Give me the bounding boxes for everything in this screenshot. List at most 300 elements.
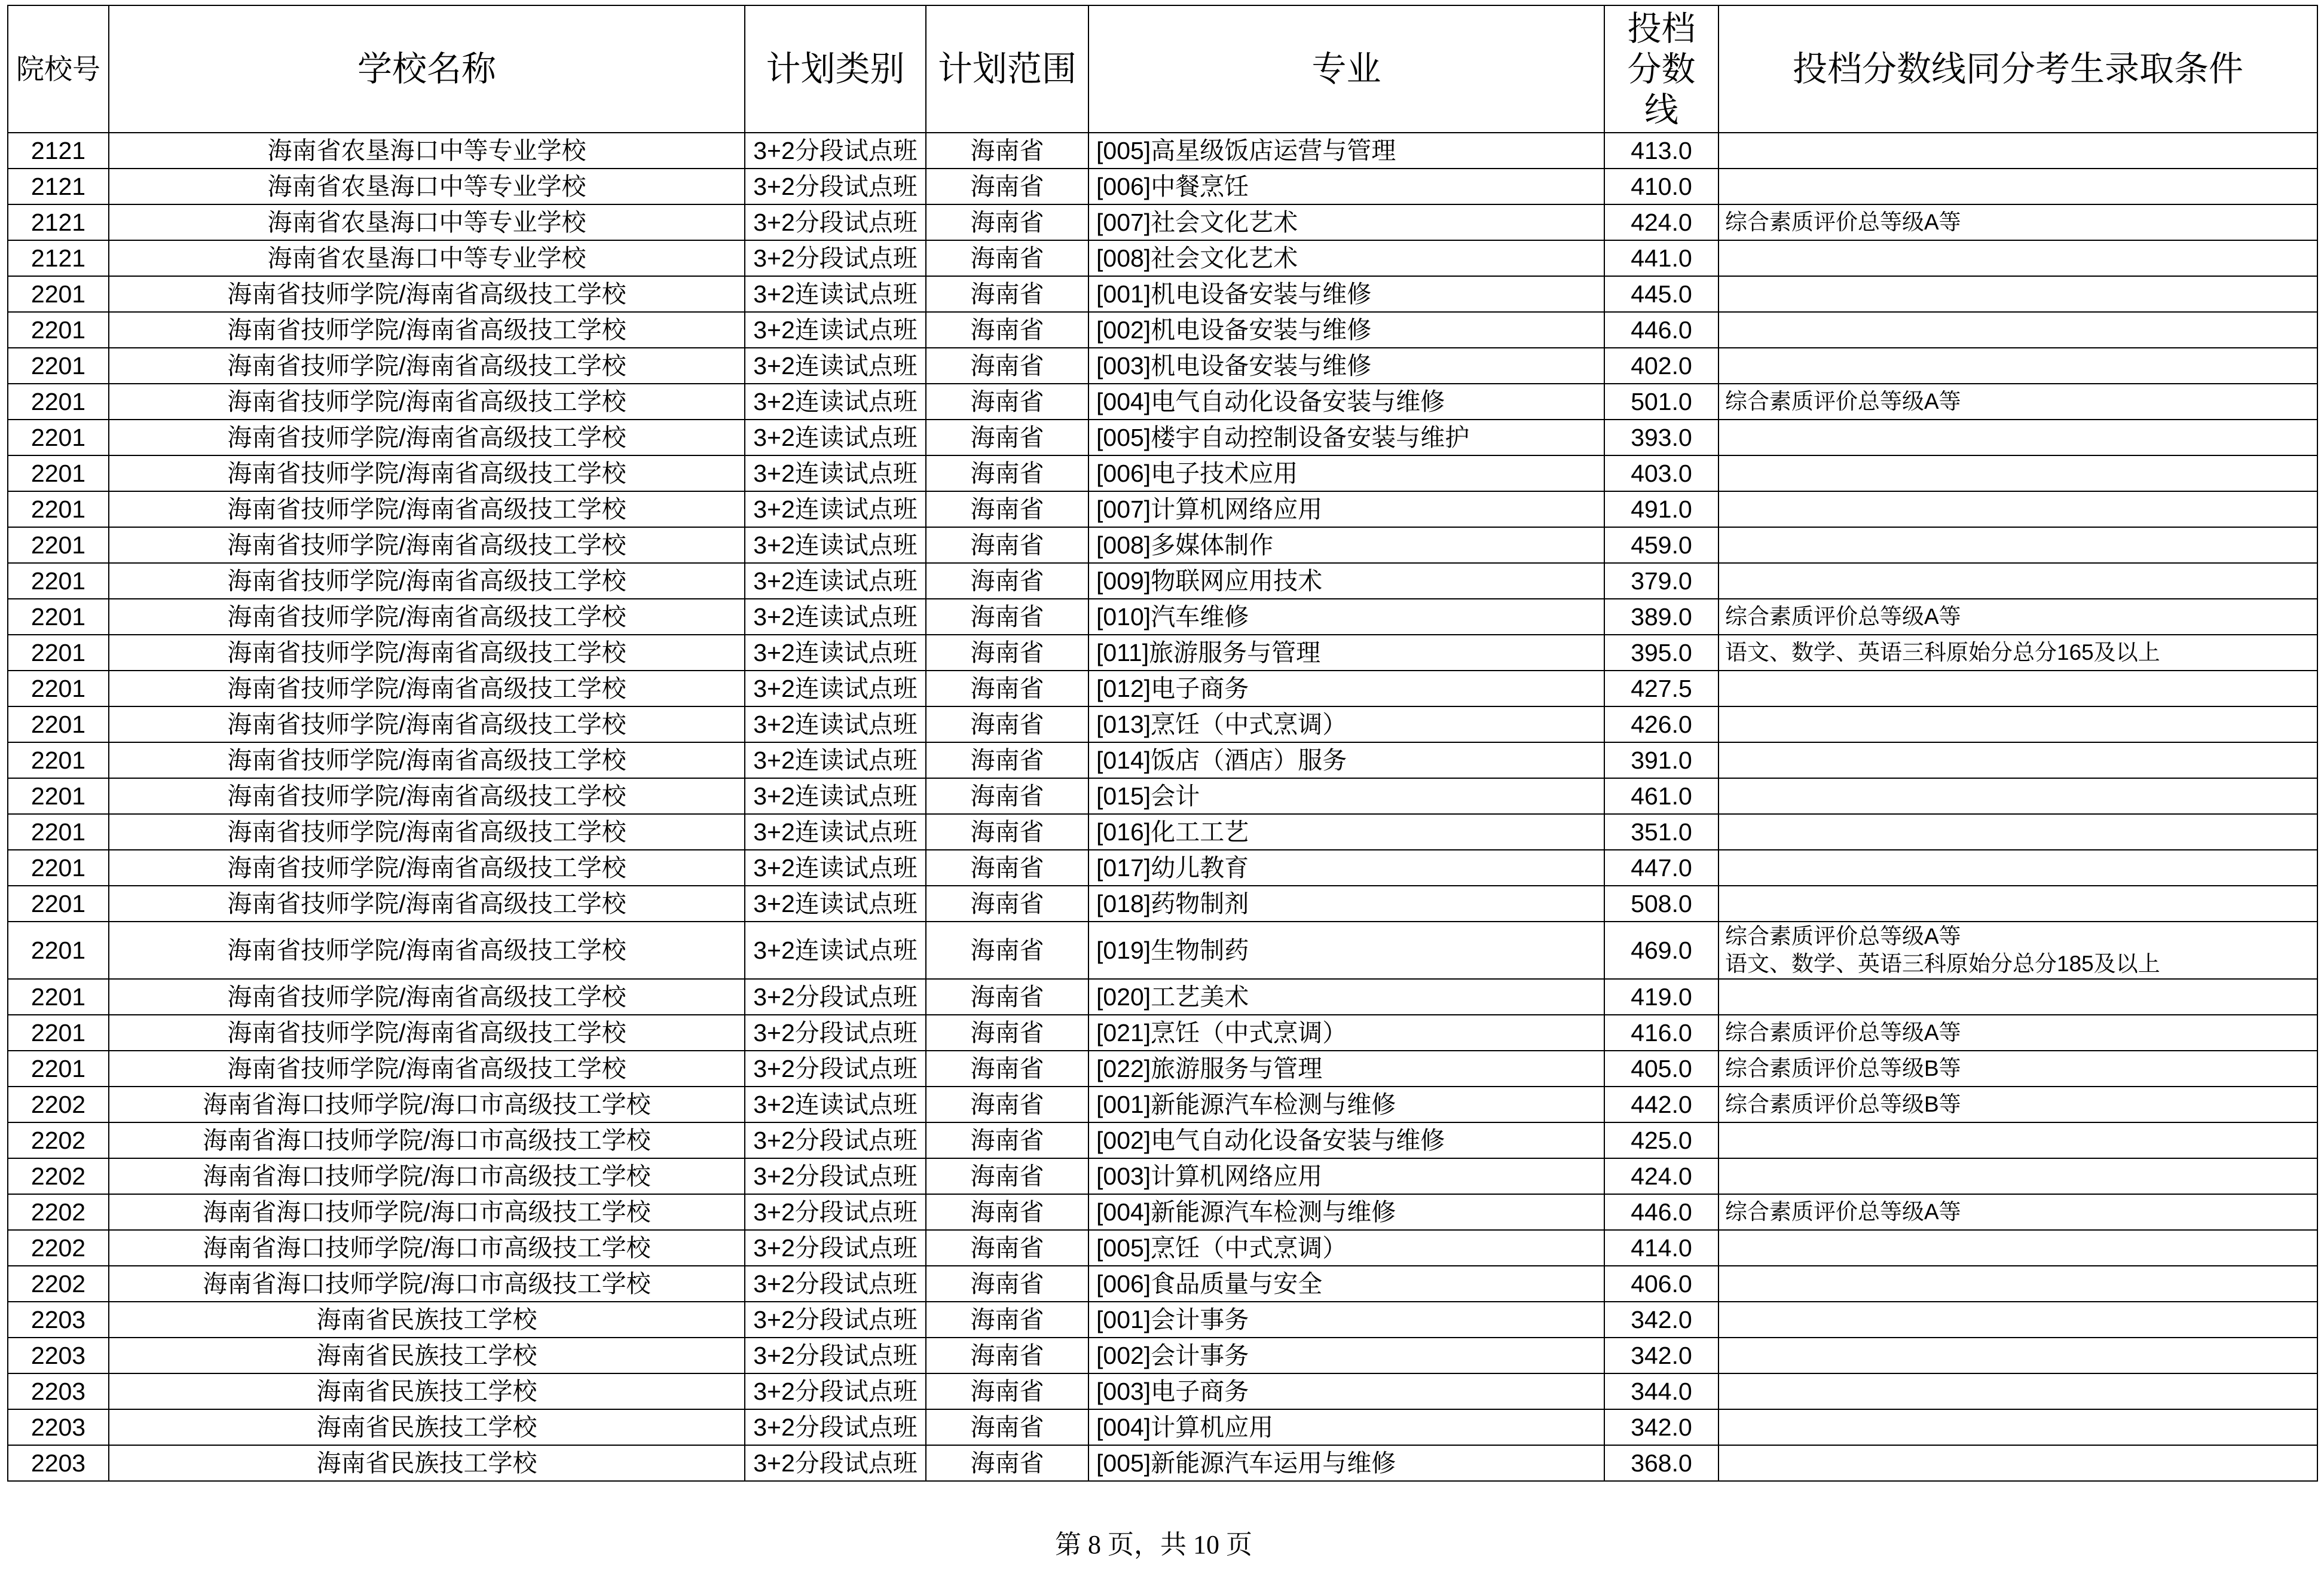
cell-admission-conditions (1718, 979, 2317, 1015)
cell-school-name: 海南省技师学院/海南省高级技工学校 (109, 635, 745, 671)
table-row (8, 1015, 2317, 1051)
cell-school-code: 2201 (8, 1051, 109, 1087)
cell-plan-scope: 海南省 (926, 240, 1088, 276)
cell-admission-conditions (1718, 455, 2317, 491)
cell-admission-conditions (1718, 1051, 2317, 1087)
cell-plan-type: 3+2分段试点班 (745, 1302, 926, 1338)
cell-score: 342.0 (1604, 1409, 1718, 1445)
table-row (8, 1266, 2317, 1302)
cell-score: 391.0 (1604, 742, 1718, 778)
condition-line: 综合素质评价总等级A等 (1725, 1020, 1961, 1045)
cell-plan-scope: 海南省 (926, 312, 1088, 348)
cell-school-name: 海南省农垦海口中等专业学校 (109, 240, 745, 276)
cell-major: [009]物联网应用技术 (1088, 563, 1604, 599)
cell-school-name: 海南省海口技师学院/海口市高级技工学校 (109, 1087, 745, 1122)
table-row (8, 922, 2317, 979)
table-row (8, 814, 2317, 850)
cell-major: [021]烹饪（中式烹调） (1088, 1015, 1604, 1051)
cell-score: 508.0 (1604, 886, 1718, 922)
cell-plan-scope: 海南省 (926, 1445, 1088, 1481)
cell-school-name: 海南省技师学院/海南省高级技工学校 (109, 563, 745, 599)
cell-school-code: 2203 (8, 1338, 109, 1373)
cell-score: 413.0 (1604, 133, 1718, 169)
cell-plan-type: 3+2连读试点班 (745, 742, 926, 778)
cell-plan-type: 3+2连读试点班 (745, 276, 926, 312)
cell-school-name: 海南省技师学院/海南省高级技工学校 (109, 527, 745, 563)
cell-plan-type: 3+2连读试点班 (745, 527, 926, 563)
cell-plan-scope: 海南省 (926, 778, 1088, 814)
cell-plan-scope: 海南省 (926, 1051, 1088, 1087)
cell-major: [003]计算机网络应用 (1088, 1158, 1604, 1194)
cell-school-name: 海南省海口技师学院/海口市高级技工学校 (109, 1266, 745, 1302)
cell-school-name: 海南省技师学院/海南省高级技工学校 (109, 922, 745, 979)
cell-admission-conditions (1718, 384, 2317, 420)
cell-score: 426.0 (1604, 706, 1718, 742)
cell-plan-type: 3+2分段试点班 (745, 1445, 926, 1481)
cell-plan-type: 3+2连读试点班 (745, 420, 926, 455)
table-row (8, 706, 2317, 742)
condition-line: 语文、数学、英语三科原始分总分185及以上 (1725, 951, 2160, 976)
cell-plan-scope: 海南省 (926, 706, 1088, 742)
cell-school-name: 海南省农垦海口中等专业学校 (109, 133, 745, 169)
cell-admission-conditions (1718, 635, 2317, 671)
cell-major: [019]生物制药 (1088, 922, 1604, 979)
cell-admission-conditions (1718, 706, 2317, 742)
cell-school-name: 海南省技师学院/海南省高级技工学校 (109, 491, 745, 527)
cell-school-name: 海南省技师学院/海南省高级技工学校 (109, 384, 745, 420)
cell-plan-type: 3+2分段试点班 (745, 1051, 926, 1087)
cell-plan-type: 3+2分段试点班 (745, 169, 926, 204)
cell-school-code: 2201 (8, 599, 109, 635)
cell-admission-conditions (1718, 1194, 2317, 1230)
cell-school-name: 海南省海口技师学院/海口市高级技工学校 (109, 1158, 745, 1194)
cell-admission-conditions (1718, 671, 2317, 706)
table-row (8, 169, 2317, 204)
condition-line: 综合素质评价总等级A等 (1725, 210, 1961, 234)
cell-school-name: 海南省农垦海口中等专业学校 (109, 204, 745, 240)
cell-plan-scope: 海南省 (926, 563, 1088, 599)
cell-score: 501.0 (1604, 384, 1718, 420)
cell-major: [017]幼儿教育 (1088, 850, 1604, 886)
cell-school-code: 2201 (8, 814, 109, 850)
cell-score: 414.0 (1604, 1230, 1718, 1266)
cell-admission-conditions (1718, 886, 2317, 922)
header-admission-conditions: 投档分数线同分考生录取条件 (1718, 5, 2317, 133)
cell-school-name: 海南省技师学院/海南省高级技工学校 (109, 814, 745, 850)
cell-major: [007]社会文化艺术 (1088, 204, 1604, 240)
cell-plan-scope: 海南省 (926, 384, 1088, 420)
cell-admission-conditions (1718, 348, 2317, 384)
cell-score: 447.0 (1604, 850, 1718, 886)
cell-major: [016]化工工艺 (1088, 814, 1604, 850)
cell-admission-conditions (1718, 1158, 2317, 1194)
cell-plan-scope: 海南省 (926, 635, 1088, 671)
cell-score: 469.0 (1604, 922, 1718, 979)
header-school-code: 院校号 (8, 5, 109, 133)
cell-school-name: 海南省民族技工学校 (109, 1409, 745, 1445)
cell-admission-conditions (1718, 1445, 2317, 1481)
condition-line: 综合素质评价总等级A等 (1725, 389, 1961, 414)
cell-plan-scope: 海南省 (926, 276, 1088, 312)
condition-line: 综合素质评价总等级A等 (1725, 604, 1961, 629)
cell-admission-conditions (1718, 1230, 2317, 1266)
cell-plan-type: 3+2分段试点班 (745, 240, 926, 276)
cell-plan-type: 3+2连读试点班 (745, 491, 926, 527)
table-row (8, 1445, 2317, 1481)
cell-school-code: 2201 (8, 1015, 109, 1051)
cell-score: 461.0 (1604, 778, 1718, 814)
cell-school-code: 2201 (8, 979, 109, 1015)
cell-plan-type: 3+2连读试点班 (745, 455, 926, 491)
cell-major: [001]新能源汽车检测与维修 (1088, 1087, 1604, 1122)
cell-plan-type: 3+2分段试点班 (745, 1158, 926, 1194)
cell-school-code: 2201 (8, 635, 109, 671)
cell-school-name: 海南省技师学院/海南省高级技工学校 (109, 850, 745, 886)
table-row (8, 635, 2317, 671)
cell-school-name: 海南省技师学院/海南省高级技工学校 (109, 778, 745, 814)
cell-plan-scope: 海南省 (926, 1015, 1088, 1051)
table-row (8, 1338, 2317, 1373)
table-row (8, 455, 2317, 491)
cell-score: 424.0 (1604, 204, 1718, 240)
cell-plan-type: 3+2连读试点班 (745, 922, 926, 979)
cell-major: [004]新能源汽车检测与维修 (1088, 1194, 1604, 1230)
cell-admission-conditions (1718, 1266, 2317, 1302)
cell-major: [002]电气自动化设备安装与维修 (1088, 1122, 1604, 1158)
cell-major: [005]新能源汽车运用与维修 (1088, 1445, 1604, 1481)
cell-admission-conditions (1718, 778, 2317, 814)
cell-admission-conditions (1718, 814, 2317, 850)
cell-admission-conditions (1718, 1373, 2317, 1409)
cell-plan-type: 3+2连读试点班 (745, 1087, 926, 1122)
cell-school-code: 2201 (8, 922, 109, 979)
cell-admission-conditions (1718, 276, 2317, 312)
cell-plan-scope: 海南省 (926, 491, 1088, 527)
table-row (8, 1122, 2317, 1158)
cell-admission-conditions (1718, 742, 2317, 778)
cell-plan-scope: 海南省 (926, 599, 1088, 635)
cell-score: 405.0 (1604, 1051, 1718, 1087)
cell-score: 368.0 (1604, 1445, 1718, 1481)
cell-admission-conditions (1718, 1302, 2317, 1338)
condition-line: 综合素质评价总等级A等 (1725, 924, 1961, 948)
cell-admission-conditions (1718, 491, 2317, 527)
cell-score: 342.0 (1604, 1338, 1718, 1373)
cell-admission-conditions (1718, 312, 2317, 348)
cell-score: 446.0 (1604, 312, 1718, 348)
cell-plan-type: 3+2连读试点班 (745, 671, 926, 706)
cell-admission-conditions (1718, 922, 2317, 979)
cell-plan-scope: 海南省 (926, 814, 1088, 850)
cell-school-code: 2202 (8, 1266, 109, 1302)
cell-school-code: 2201 (8, 778, 109, 814)
cell-school-name: 海南省技师学院/海南省高级技工学校 (109, 348, 745, 384)
table-row (8, 1373, 2317, 1409)
table-row (8, 204, 2317, 240)
cell-school-name: 海南省农垦海口中等专业学校 (109, 169, 745, 204)
cell-major: [012]电子商务 (1088, 671, 1604, 706)
cell-admission-conditions (1718, 1122, 2317, 1158)
header-school-name: 学校名称 (109, 5, 745, 133)
cell-admission-conditions (1718, 204, 2317, 240)
cell-plan-scope: 海南省 (926, 169, 1088, 204)
table-row (8, 420, 2317, 455)
table-row (8, 1158, 2317, 1194)
cell-plan-type: 3+2连读试点班 (745, 706, 926, 742)
cell-major: [005]楼宇自动控制设备安装与维护 (1088, 420, 1604, 455)
cell-score: 416.0 (1604, 1015, 1718, 1051)
cell-score: 389.0 (1604, 599, 1718, 635)
cell-school-code: 2202 (8, 1087, 109, 1122)
cell-plan-type: 3+2分段试点班 (745, 1409, 926, 1445)
cell-plan-scope: 海南省 (926, 1409, 1088, 1445)
cell-score: 351.0 (1604, 814, 1718, 850)
cell-admission-conditions (1718, 563, 2317, 599)
cell-school-name: 海南省民族技工学校 (109, 1302, 745, 1338)
table-row (8, 979, 2317, 1015)
table-row (8, 1087, 2317, 1122)
table-row (8, 1051, 2317, 1087)
cell-plan-type: 3+2分段试点班 (745, 1230, 926, 1266)
cell-plan-scope: 海南省 (926, 133, 1088, 169)
table-row (8, 850, 2317, 886)
cell-major: [004]电气自动化设备安装与维修 (1088, 384, 1604, 420)
cell-school-name: 海南省技师学院/海南省高级技工学校 (109, 420, 745, 455)
cell-plan-type: 3+2分段试点班 (745, 1015, 926, 1051)
cell-score: 393.0 (1604, 420, 1718, 455)
table-row (8, 312, 2317, 348)
cell-plan-scope: 海南省 (926, 886, 1088, 922)
cell-score: 402.0 (1604, 348, 1718, 384)
cell-plan-scope: 海南省 (926, 1230, 1088, 1266)
table-row (8, 1302, 2317, 1338)
table-row (8, 742, 2317, 778)
cell-plan-type: 3+2分段试点班 (745, 1194, 926, 1230)
cell-school-name: 海南省民族技工学校 (109, 1445, 745, 1481)
cell-admission-conditions (1718, 420, 2317, 455)
cell-school-name: 海南省技师学院/海南省高级技工学校 (109, 886, 745, 922)
cell-school-code: 2201 (8, 886, 109, 922)
cell-school-code: 2202 (8, 1230, 109, 1266)
cell-score: 342.0 (1604, 1302, 1718, 1338)
cell-school-name: 海南省海口技师学院/海口市高级技工学校 (109, 1230, 745, 1266)
cell-plan-scope: 海南省 (926, 671, 1088, 706)
cell-score: 379.0 (1604, 563, 1718, 599)
table-row (8, 491, 2317, 527)
cell-school-code: 2121 (8, 169, 109, 204)
cell-plan-scope: 海南省 (926, 527, 1088, 563)
cell-major: [010]汽车维修 (1088, 599, 1604, 635)
cell-plan-type: 3+2分段试点班 (745, 1266, 926, 1302)
header-plan-scope: 计划范围 (926, 5, 1088, 133)
cell-plan-scope: 海南省 (926, 1373, 1088, 1409)
cell-score: 406.0 (1604, 1266, 1718, 1302)
table-header (8, 5, 2317, 133)
cell-school-code: 2201 (8, 384, 109, 420)
cell-plan-type: 3+2分段试点班 (745, 1122, 926, 1158)
cell-school-code: 2202 (8, 1158, 109, 1194)
cell-plan-scope: 海南省 (926, 1194, 1088, 1230)
table-row (8, 348, 2317, 384)
cell-admission-conditions (1718, 850, 2317, 886)
cell-score: 344.0 (1604, 1373, 1718, 1409)
cell-plan-scope: 海南省 (926, 922, 1088, 979)
cell-school-code: 2201 (8, 491, 109, 527)
cell-school-code: 2121 (8, 240, 109, 276)
cell-major: [015]会计 (1088, 778, 1604, 814)
cell-school-code: 2201 (8, 276, 109, 312)
cell-plan-type: 3+2分段试点班 (745, 979, 926, 1015)
page-number: 第 8 页，共 10 页 (1055, 1530, 1252, 1559)
table-row (8, 563, 2317, 599)
cell-major: [011]旅游服务与管理 (1088, 635, 1604, 671)
cell-score: 427.5 (1604, 671, 1718, 706)
header-score-cell (1604, 5, 1718, 133)
cell-major: [006]中餐烹饪 (1088, 169, 1604, 204)
cell-score: 425.0 (1604, 1122, 1718, 1158)
cell-score: 491.0 (1604, 491, 1718, 527)
cell-plan-scope: 海南省 (926, 1087, 1088, 1122)
table-row (8, 384, 2317, 420)
cell-plan-type: 3+2分段试点班 (745, 204, 926, 240)
cell-plan-type: 3+2连读试点班 (745, 599, 926, 635)
cell-score: 395.0 (1604, 635, 1718, 671)
cell-score: 442.0 (1604, 1087, 1718, 1122)
cell-major: [001]机电设备安装与维修 (1088, 276, 1604, 312)
cell-school-code: 2201 (8, 563, 109, 599)
cell-major: [003]电子商务 (1088, 1373, 1604, 1409)
cell-school-name: 海南省技师学院/海南省高级技工学校 (109, 276, 745, 312)
cell-school-code: 2201 (8, 671, 109, 706)
cell-school-code: 2203 (8, 1302, 109, 1338)
cell-plan-scope: 海南省 (926, 420, 1088, 455)
cell-school-name: 海南省技师学院/海南省高级技工学校 (109, 455, 745, 491)
cell-plan-type: 3+2连读试点班 (745, 778, 926, 814)
cell-plan-type: 3+2连读试点班 (745, 814, 926, 850)
cell-school-name: 海南省民族技工学校 (109, 1338, 745, 1373)
header-score: 投档分数线 (1627, 9, 1696, 129)
condition-line: 综合素质评价总等级B等 (1725, 1092, 1961, 1116)
cell-major: [008]多媒体制作 (1088, 527, 1604, 563)
cell-score: 441.0 (1604, 240, 1718, 276)
cell-score: 410.0 (1604, 169, 1718, 204)
cell-admission-conditions (1718, 1015, 2317, 1051)
cell-admission-conditions (1718, 1409, 2317, 1445)
cell-school-code: 2201 (8, 312, 109, 348)
table-row (8, 527, 2317, 563)
cell-admission-conditions (1718, 527, 2317, 563)
cell-major: [014]饭店（酒店）服务 (1088, 742, 1604, 778)
admission-score-table (7, 5, 2318, 1482)
cell-plan-scope: 海南省 (926, 850, 1088, 886)
table-row (8, 276, 2317, 312)
cell-school-name: 海南省民族技工学校 (109, 1373, 745, 1409)
cell-school-code: 2201 (8, 455, 109, 491)
table-row (8, 599, 2317, 635)
table-row (8, 886, 2317, 922)
cell-school-code: 2201 (8, 527, 109, 563)
cell-plan-scope: 海南省 (926, 455, 1088, 491)
cell-school-name: 海南省技师学院/海南省高级技工学校 (109, 1015, 745, 1051)
cell-admission-conditions (1718, 169, 2317, 204)
cell-school-code: 2201 (8, 742, 109, 778)
cell-school-code: 2203 (8, 1373, 109, 1409)
cell-major: [008]社会文化艺术 (1088, 240, 1604, 276)
cell-major: [006]电子技术应用 (1088, 455, 1604, 491)
cell-admission-conditions (1718, 599, 2317, 635)
cell-plan-scope: 海南省 (926, 204, 1088, 240)
cell-school-name: 海南省技师学院/海南省高级技工学校 (109, 979, 745, 1015)
cell-plan-scope: 海南省 (926, 1302, 1088, 1338)
cell-school-name: 海南省技师学院/海南省高级技工学校 (109, 742, 745, 778)
cell-plan-type: 3+2连读试点班 (745, 850, 926, 886)
cell-school-code: 2203 (8, 1409, 109, 1445)
cell-school-code: 2121 (8, 133, 109, 169)
cell-school-name: 海南省海口技师学院/海口市高级技工学校 (109, 1122, 745, 1158)
cell-major: [013]烹饪（中式烹调） (1088, 706, 1604, 742)
cell-plan-type: 3+2连读试点班 (745, 348, 926, 384)
cell-plan-scope: 海南省 (926, 1158, 1088, 1194)
cell-major: [006]食品质量与安全 (1088, 1266, 1604, 1302)
cell-plan-type: 3+2分段试点班 (745, 1338, 926, 1373)
cell-plan-type: 3+2连读试点班 (745, 384, 926, 420)
cell-plan-scope: 海南省 (926, 1122, 1088, 1158)
cell-major: [020]工艺美术 (1088, 979, 1604, 1015)
cell-major: [002]会计事务 (1088, 1338, 1604, 1373)
cell-plan-type: 3+2连读试点班 (745, 886, 926, 922)
cell-school-code: 2201 (8, 420, 109, 455)
cell-admission-conditions (1718, 240, 2317, 276)
cell-major: [018]药物制剂 (1088, 886, 1604, 922)
cell-school-name: 海南省技师学院/海南省高级技工学校 (109, 312, 745, 348)
cell-major: [005]烹饪（中式烹调） (1088, 1230, 1604, 1266)
cell-school-name: 海南省海口技师学院/海口市高级技工学校 (109, 1194, 745, 1230)
cell-plan-type: 3+2连读试点班 (745, 563, 926, 599)
table-row (8, 671, 2317, 706)
cell-major: [004]计算机应用 (1088, 1409, 1604, 1445)
cell-plan-scope: 海南省 (926, 979, 1088, 1015)
table-row (8, 1409, 2317, 1445)
cell-admission-conditions (1718, 1338, 2317, 1373)
cell-major: [001]会计事务 (1088, 1302, 1604, 1338)
cell-plan-type: 3+2连读试点班 (745, 635, 926, 671)
cell-admission-conditions (1718, 133, 2317, 169)
table-row (8, 1194, 2317, 1230)
cell-score: 459.0 (1604, 527, 1718, 563)
table-row (8, 133, 2317, 169)
cell-major: [003]机电设备安装与维修 (1088, 348, 1604, 384)
header-major: 专业 (1088, 5, 1604, 133)
cell-school-code: 2201 (8, 348, 109, 384)
cell-score: 424.0 (1604, 1158, 1718, 1194)
table-row (8, 240, 2317, 276)
cell-school-code: 2201 (8, 850, 109, 886)
table-row (8, 778, 2317, 814)
cell-plan-scope: 海南省 (926, 348, 1088, 384)
cell-school-name: 海南省技师学院/海南省高级技工学校 (109, 706, 745, 742)
cell-school-code: 2121 (8, 204, 109, 240)
condition-line: 综合素质评价总等级A等 (1725, 1200, 1961, 1224)
cell-school-code: 2203 (8, 1445, 109, 1481)
cell-score: 446.0 (1604, 1194, 1718, 1230)
cell-major: [002]机电设备安装与维修 (1088, 312, 1604, 348)
header-plan-type: 计划类别 (745, 5, 926, 133)
cell-plan-type: 3+2连读试点班 (745, 312, 926, 348)
cell-plan-type: 3+2分段试点班 (745, 133, 926, 169)
cell-plan-scope: 海南省 (926, 742, 1088, 778)
cell-major: [022]旅游服务与管理 (1088, 1051, 1604, 1087)
cell-school-name: 海南省技师学院/海南省高级技工学校 (109, 599, 745, 635)
